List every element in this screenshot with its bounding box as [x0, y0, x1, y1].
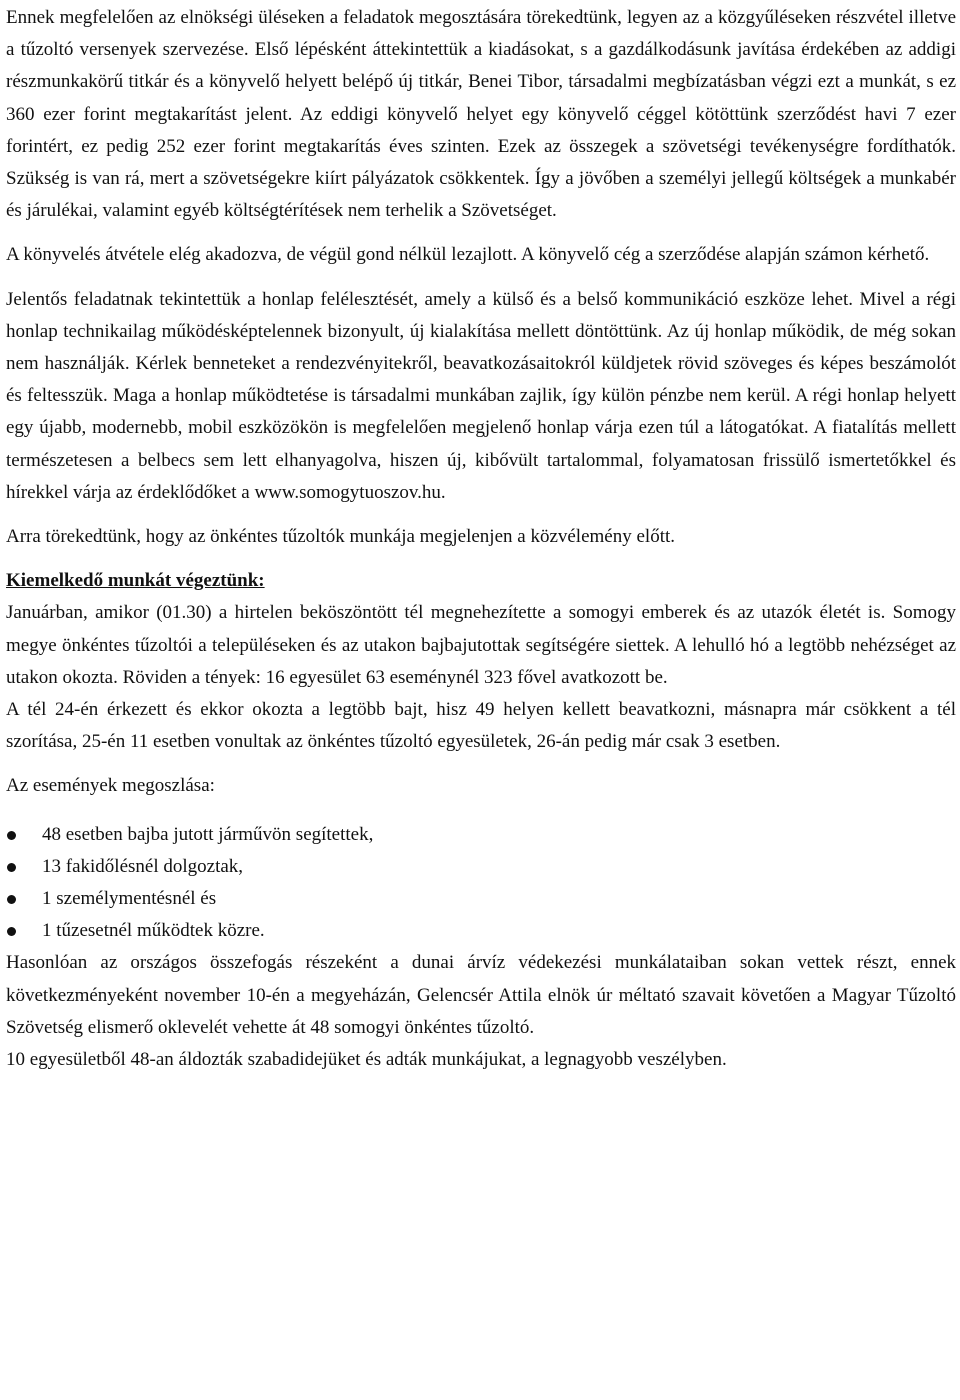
bullet-icon	[7, 927, 16, 936]
document-page	[6, 2, 956, 1076]
events-list	[6, 819, 956, 948]
list-item	[6, 851, 956, 883]
paragraph-winter-days: A tél 24-én érkezett és ekkor okozta a legtöbb bajt, hisz 49 helyen kellett beavatkozni, másnapra már csökkent a tél szorítása, 25-én 11 esetben vonultak az önkéntes tűzoltó egyesületek, 26-án pedig már csak 3 esetben.	[6, 699, 956, 753]
bullet-icon	[7, 831, 16, 840]
paragraph-volunteers: 10 egyesületből 48-an áldozták szabadidejüket és adták munkájukat, a legnagyobb veszélyben.	[6, 1049, 727, 1071]
paragraph-accounting: A könyvelés átvétele elég akadozva, de végül gond nélkül lezajlott. A könyvelő cég a szerződése alapján számon kérhető.	[6, 244, 930, 266]
list-item	[6, 883, 956, 915]
bullet-icon	[7, 895, 16, 904]
paragraph-flood-defense: Hasonlóan az országos összefogás részeként a dunai árvíz védekezési munkálataiban sokan vettek részt, ennek következményeként november 10-én a megyeházán, Gelencsér Attila elnök úr méltató szavait követően a Magyar Tűzoltó Szövetség elismerő oklevelét vehette át 48 somogyi önkéntes tűzoltó.	[6, 952, 956, 1038]
list-item	[6, 819, 956, 851]
list-item	[6, 915, 956, 947]
list-item-label: 1 személymentésnél és	[42, 888, 217, 910]
paragraph-tasks-finances: Ennek megfelelően az elnökségi üléseken a feladatok megosztására törekedtünk, legyen az a közgyűléseken részvétel illetve a tűzoltó versenyek szervezése. Első lépésként áttekintettük a kiadásokat, s a gazdálkodásunk javítása érdekében az addigi részmunkakörű titkár és a könyvelő helyett belépő új titkár, Benei Tibor, társadalmi megbízatásban végzi ezt a munkát, s ez 360 ezer forint megtakarítást jelent. Az eddigi könyvelő helyet egy könyvelő céggel kötöttünk szerződést havi 7 ezer forintért, ez pedig 252 ezer forint megtakarítás éves szinten. Ezek az összegek a szövetségi tevékenységre fordíthatók. Szükség is van rá, mert a szövetségekre kiírt pályázatok csökkentek. Így a jövőben a személyi jellegű költségek a munkabér és járulékai, valamint egyéb költségtérítések nem terhelik a Szövetséget.	[6, 7, 956, 222]
bullet-icon	[7, 863, 16, 872]
paragraph-website: Jelentős feladatnak tekintettük a honlap felélesztését, amely a külső és a belső kommunikáció eszköze lehet. Mivel a régi honlap technikailag működésképtelennek bizonyult, új kialakítása mellett döntöttünk. Az új honlap működik, de még sokan nem használják. Kérlek benneteket a rendezvényitekről, beavatkozásaitokról küldjetek rövid szöveges és képes beszámolót és feltesszük. Maga a honlap működtetése is társadalmi munkában zajlik, így külön pénzbe nem kerül. A régi honlap helyett egy újabb, modernebb, mobil eszközökön is megfelelően megjelenő honlap várja ezen túl a látogatókat. A fiatalítás mellett természetesen a belbecs sem lett elhanyagolva, hiszen új, kibővült tartalommal, folyamatosan frissülő ismertetőkkel és hírekkel várja az érdeklődőket a www.somogytuoszov.hu.	[6, 288, 956, 503]
paragraph-public-image: Arra törekedtünk, hogy az önkéntes tűzoltók munkája megjelenjen a közvélemény előtt.	[6, 526, 675, 548]
section-heading: Kiemelkedő munkát végeztünk:	[6, 570, 265, 592]
paragraph-january-winter: Januárban, amikor (01.30) a hirtelen beköszöntött tél megnehezítette a somogyi emberek és az utazók életét is. Somogy megye önkéntes tűzoltói a településeken és az utakon bajbajutottak segítségére siettek. A lehulló hó a legtöbb nehézséget az utakon okozta. Röviden a tények: 16 egyesület 63 eseménynél 323 fővel avatkozott be.	[6, 602, 956, 688]
list-item-label: 48 esetben bajba jutott járművön segítettek,	[42, 823, 374, 845]
list-item-label: 13 fakidőlésnél dolgoztak,	[42, 855, 244, 877]
list-item-label: 1 tűzesetnél működtek közre.	[42, 920, 265, 942]
events-title: Az események megoszlása:	[6, 775, 215, 797]
